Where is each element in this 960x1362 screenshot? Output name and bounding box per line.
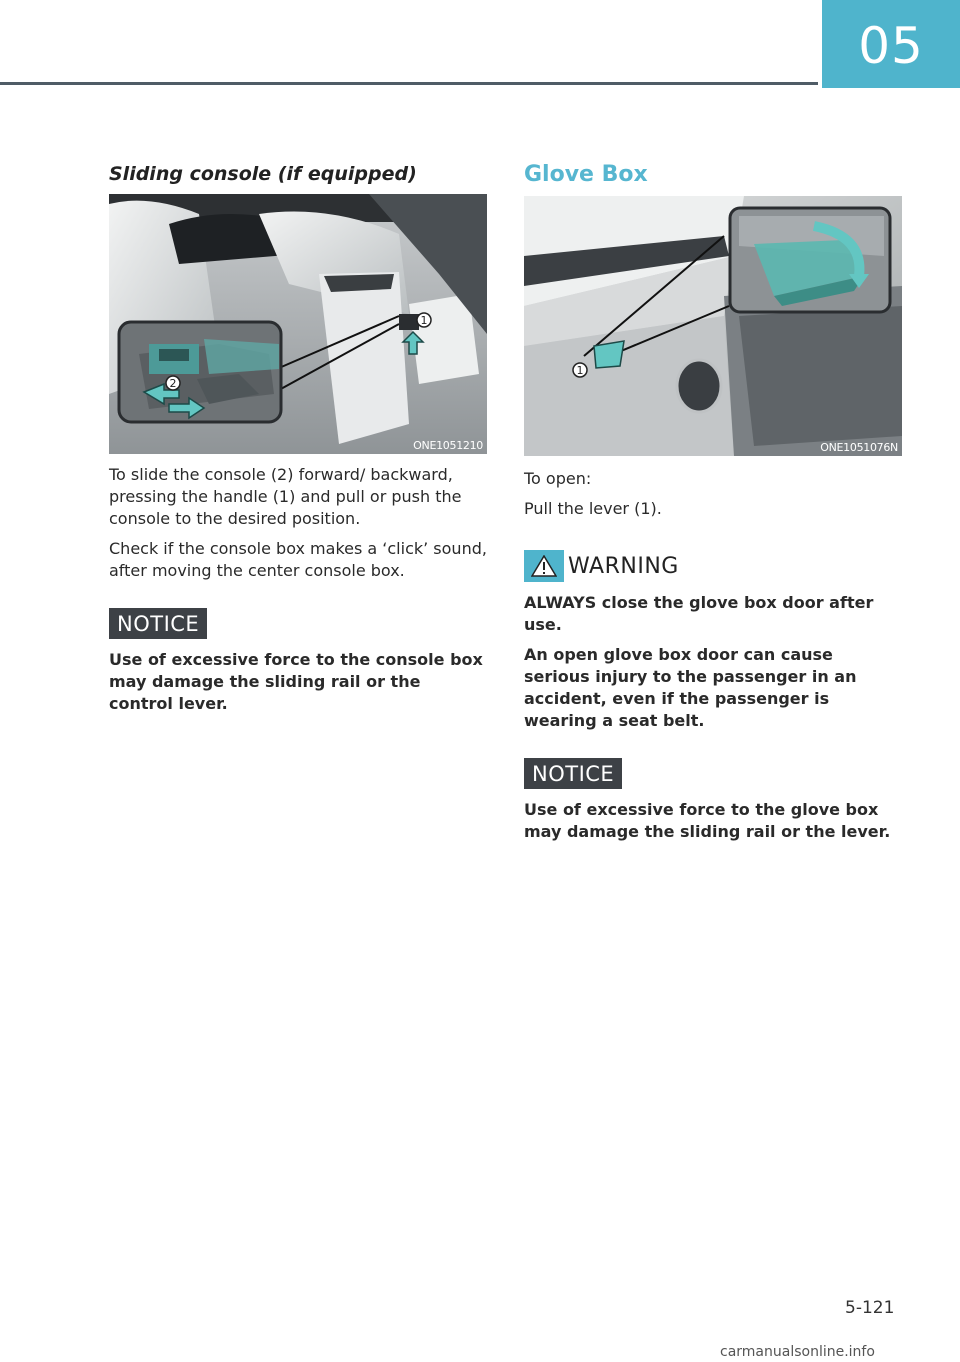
warning-label: WARNING: [568, 553, 679, 579]
glove-box-illustration: [524, 196, 902, 456]
right-column: [524, 160, 902, 843]
console-illustration: [109, 194, 487, 454]
figure-code: ONE1051076N: [820, 441, 898, 454]
section-heading: Glove Box: [524, 162, 648, 187]
instruction-paragraph: To slide the console (2) forward/ backward, pressing the handle (1) and pull or push the console to the desired position.: [109, 465, 462, 528]
warning-text-2: An open glove box door can cause serious injury to the passenger in an accident, even if the passenger is wearing a seat belt.: [524, 645, 857, 730]
left-column: [109, 160, 487, 715]
callout-1-label: 1: [420, 314, 428, 327]
warning-triangle-icon: [524, 550, 564, 582]
notice-label: NOTICE: [109, 608, 207, 639]
notice-text: Use of excessive force to the console box may damage the sliding rail or the control lever.: [109, 650, 483, 713]
notice-label: NOTICE: [524, 758, 622, 789]
glove-box-figure: [524, 196, 902, 456]
callout-1-label: 1: [576, 364, 584, 377]
notice-text: Use of excessive force to the glove box may damage the sliding rail or the lever.: [524, 800, 891, 841]
warning-text-1: ALWAYS close the glove box door after use.: [524, 593, 874, 634]
open-instruction: Pull the lever (1).: [524, 499, 662, 518]
page-number: 5-121: [845, 1298, 895, 1318]
callout-2-label: 2: [169, 377, 177, 390]
check-paragraph: Check if the console box makes a ‘click’ sound, after moving the center console box.: [109, 539, 487, 580]
chapter-number: 05: [858, 17, 924, 75]
sliding-console-figure: [109, 194, 487, 454]
chapter-tab: [822, 0, 960, 88]
header-rule: [0, 82, 818, 85]
watermark: carmanualsonline.info: [720, 1344, 875, 1360]
figure-code: ONE1051210: [413, 439, 483, 452]
section-subheading: Sliding console (if equipped): [109, 163, 417, 185]
warning-header: [524, 550, 902, 582]
open-label: To open:: [524, 469, 592, 488]
